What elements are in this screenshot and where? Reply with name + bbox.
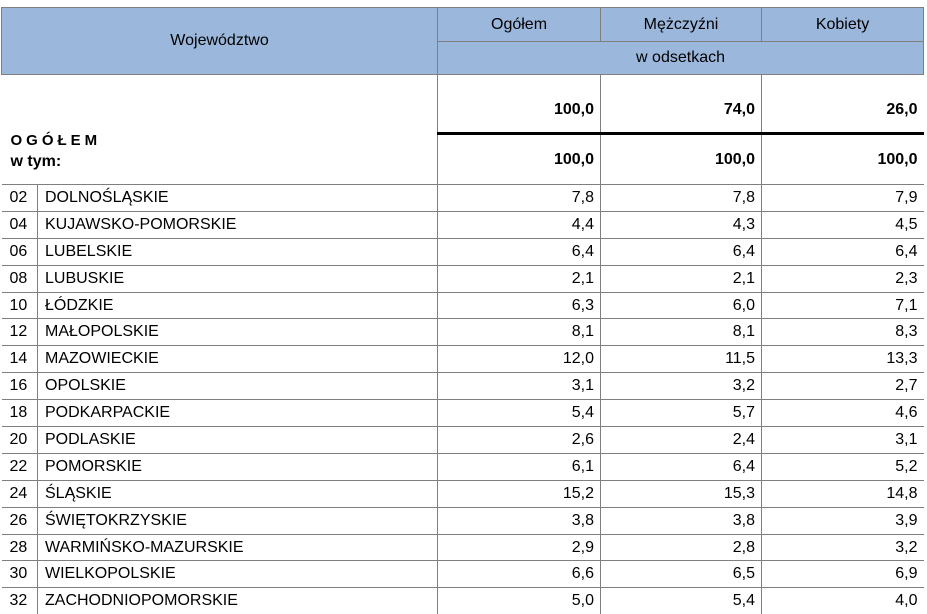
- share-women: 2,3: [762, 265, 924, 292]
- region-name: KUJAWSKO-POMORSKIE: [38, 211, 438, 238]
- table-row: [2, 265, 924, 292]
- share-men: 15,3: [601, 480, 762, 507]
- summary-women-value: 26,0: [762, 75, 924, 134]
- table-row: [2, 480, 924, 507]
- summary-sub-label: w tym:: [10, 153, 62, 170]
- share-women: 7,1: [762, 292, 924, 319]
- share-men: 11,5: [601, 346, 762, 373]
- share-total: 12,0: [438, 346, 601, 373]
- share-total: 3,1: [438, 373, 601, 400]
- header-women: Kobiety: [762, 8, 924, 42]
- region-name: ŚWIĘTOKRZYSKIE: [38, 507, 438, 534]
- share-men: 5,7: [601, 400, 762, 427]
- region-code: 12: [2, 319, 38, 346]
- region-name: LUBUSKIE: [38, 265, 438, 292]
- base-men-value: 100,0: [601, 134, 762, 185]
- share-total: 15,2: [438, 480, 601, 507]
- share-women: 14,8: [762, 480, 924, 507]
- region-code: 08: [2, 265, 38, 292]
- share-total: 6,3: [438, 292, 601, 319]
- table-row: [2, 211, 924, 238]
- share-men: 3,2: [601, 373, 762, 400]
- share-total: 4,4: [438, 211, 601, 238]
- region-name: ŁÓDZKIE: [38, 292, 438, 319]
- region-code: 22: [2, 453, 38, 480]
- header-men: Mężczyźni: [601, 8, 762, 42]
- share-total: 3,8: [438, 507, 601, 534]
- region-name: WARMIŃSKO-MAZURSKIE: [38, 534, 438, 561]
- share-women: 4,6: [762, 400, 924, 427]
- region-code: 06: [2, 238, 38, 265]
- share-men: 6,5: [601, 561, 762, 588]
- region-name: MAŁOPOLSKIE: [38, 319, 438, 346]
- summary-label: OGÓŁEM: [10, 132, 102, 149]
- region-name: DOLNOŚLĄSKIE: [38, 185, 438, 212]
- header-total: Ogółem: [438, 8, 601, 42]
- share-women: 3,9: [762, 507, 924, 534]
- region-code: 20: [2, 427, 38, 454]
- table-row: [2, 292, 924, 319]
- table-row: [2, 453, 924, 480]
- region-code: 24: [2, 480, 38, 507]
- share-women: 4,5: [762, 211, 924, 238]
- share-women: 13,3: [762, 346, 924, 373]
- region-code: 04: [2, 211, 38, 238]
- share-women: 5,2: [762, 453, 924, 480]
- share-men: 7,8: [601, 185, 762, 212]
- share-total: 6,1: [438, 453, 601, 480]
- table-row: [2, 346, 924, 373]
- table-row: [2, 185, 924, 212]
- share-women: 3,1: [762, 427, 924, 454]
- data-table-container: [1, 7, 923, 614]
- region-code: 14: [2, 346, 38, 373]
- share-women: 2,7: [762, 373, 924, 400]
- region-code: 26: [2, 507, 38, 534]
- share-men: 8,1: [601, 319, 762, 346]
- summary-total-value: 100,0: [438, 75, 601, 134]
- share-men: 6,4: [601, 238, 762, 265]
- share-total: 6,6: [438, 561, 601, 588]
- share-women: 6,4: [762, 238, 924, 265]
- share-men: 5,4: [601, 588, 762, 614]
- region-code: 28: [2, 534, 38, 561]
- region-name: ŚLĄSKIE: [38, 480, 438, 507]
- table-row: [2, 534, 924, 561]
- share-men: 2,8: [601, 534, 762, 561]
- table-row: [2, 373, 924, 400]
- region-code: 18: [2, 400, 38, 427]
- table-row: [2, 561, 924, 588]
- table-row: [2, 588, 924, 614]
- share-men: 3,8: [601, 507, 762, 534]
- share-total: 2,6: [438, 427, 601, 454]
- region-code: 02: [2, 185, 38, 212]
- table-row: [2, 400, 924, 427]
- header-unit: w odsetkach: [438, 42, 924, 75]
- base-women-value: 100,0: [762, 134, 924, 185]
- share-men: 2,1: [601, 265, 762, 292]
- region-code: 10: [2, 292, 38, 319]
- table-row: [2, 238, 924, 265]
- share-total: 7,8: [438, 185, 601, 212]
- share-women: 3,2: [762, 534, 924, 561]
- region-code: 30: [2, 561, 38, 588]
- table-row: [2, 427, 924, 454]
- region-name: LUBELSKIE: [38, 238, 438, 265]
- share-total: 5,4: [438, 400, 601, 427]
- summary-label-cell: [2, 75, 438, 185]
- share-women: 4,0: [762, 588, 924, 614]
- share-women: 8,3: [762, 319, 924, 346]
- table-row: [2, 319, 924, 346]
- share-total: 8,1: [438, 319, 601, 346]
- share-men: 6,0: [601, 292, 762, 319]
- share-total: 2,1: [438, 265, 601, 292]
- region-name: ZACHODNIOPOMORSKIE: [45, 592, 238, 610]
- region-name: WIELKOPOLSKIE: [38, 561, 438, 588]
- table-row: [2, 507, 924, 534]
- share-women: 6,9: [762, 561, 924, 588]
- region-code: 16: [2, 373, 38, 400]
- share-total: 2,9: [438, 534, 601, 561]
- share-total: 6,4: [438, 238, 601, 265]
- region-share-table: [1, 7, 924, 614]
- region-name: MAZOWIECKIE: [38, 346, 438, 373]
- share-total: 5,0: [438, 588, 601, 614]
- summary-row-total: [2, 75, 924, 134]
- summary-men-value: 74,0: [601, 75, 762, 134]
- share-men: 4,3: [601, 211, 762, 238]
- region-code: 32: [2, 588, 38, 614]
- region-name: OPOLSKIE: [38, 373, 438, 400]
- share-men: 2,4: [601, 427, 762, 454]
- share-women: 7,9: [762, 185, 924, 212]
- region-name: PODKARPACKIE: [38, 400, 438, 427]
- base-total-value: 100,0: [438, 134, 601, 185]
- region-name: PODLASKIE: [38, 427, 438, 454]
- header-region: Województwo: [2, 8, 438, 75]
- share-men: 6,4: [601, 453, 762, 480]
- region-name: POMORSKIE: [38, 453, 438, 480]
